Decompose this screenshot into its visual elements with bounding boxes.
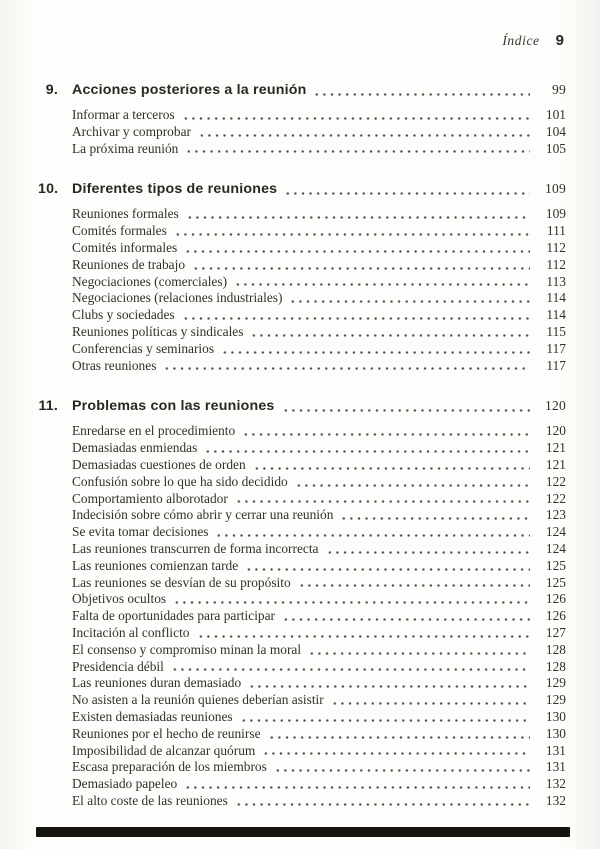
toc-entry — [72, 240, 566, 257]
dot-leader — [235, 803, 530, 806]
entry-label: Comités formales — [72, 223, 167, 239]
dot-leader — [250, 334, 530, 337]
toc-entry — [72, 257, 566, 274]
toc-entry — [72, 107, 566, 124]
dot-leader — [163, 367, 530, 370]
entry-label: Escasa preparación de los miembros — [72, 759, 267, 775]
dot-leader — [173, 601, 530, 604]
entry-page-number: 129 — [545, 675, 566, 691]
entry-label: Enredarse en el procedimiento — [72, 423, 236, 439]
dot-leader — [245, 568, 530, 571]
entry-page-number: 123 — [545, 507, 566, 523]
page-header — [38, 32, 566, 50]
entry-label: Demasiadas cuestiones de orden — [72, 456, 246, 472]
entry-label: Negociaciones (relaciones industriales) — [72, 290, 283, 306]
dot-leader — [186, 216, 530, 219]
entry-page-number: 104 — [545, 123, 566, 139]
entry-page-number: 117 — [546, 340, 566, 356]
entry-page-number: 128 — [545, 641, 566, 657]
dot-leader — [221, 351, 530, 354]
entry-page-number: 101 — [545, 107, 566, 122]
dot-leader — [253, 467, 530, 470]
dot-leader — [268, 736, 530, 739]
entry-label: Otras reuniones — [72, 357, 157, 373]
dot-leader — [184, 250, 530, 253]
entry-page-number: 112 — [546, 239, 566, 255]
toc-entry — [72, 625, 566, 642]
dot-leader — [185, 150, 530, 153]
entry-label: Existen demasiadas reuniones — [72, 708, 233, 724]
entry-label: Reuniones políticas y sindicales — [72, 323, 244, 339]
toc-entry — [72, 642, 566, 659]
toc-entry — [72, 124, 566, 141]
entry-label: Imposibilidad de alcanzar quórum — [72, 742, 256, 758]
dot-leader — [282, 409, 530, 412]
entry-label: Las reuniones transcurren de forma incorrecta — [72, 540, 319, 556]
dot-leader — [331, 702, 530, 705]
entry-page-number: 113 — [546, 273, 566, 289]
entry-page-number: 111 — [546, 223, 566, 239]
dot-leader — [182, 317, 530, 320]
entry-page-number: 122 — [545, 490, 566, 506]
toc-entry — [72, 675, 566, 692]
entry-page-number: 112 — [546, 256, 566, 272]
dot-leader — [204, 450, 530, 453]
toc-entry — [72, 507, 566, 524]
section-page-number: 109 — [545, 181, 566, 197]
entry-page-number: 121 — [545, 440, 566, 456]
entry-label: Reuniones formales — [72, 206, 179, 222]
toc-entry — [72, 307, 566, 324]
entry-label: Demasiadas enmiendas — [72, 440, 198, 456]
dot-leader — [234, 283, 530, 286]
dot-leader — [340, 517, 530, 520]
toc-entry — [72, 743, 566, 760]
dot-leader — [274, 769, 530, 772]
entry-label: Incitación al conflicto — [72, 624, 190, 640]
entry-label: Comités informales — [72, 239, 178, 255]
entry-label: Archivar y comprobar — [72, 123, 191, 139]
section-number: 11. — [38, 398, 58, 415]
dot-leader — [289, 300, 530, 303]
running-head-page-number: 9 — [555, 32, 564, 49]
entry-label: No asisten a la reunión quienes deberían asistir — [72, 692, 324, 708]
entry-page-number: 126 — [545, 608, 566, 624]
toc-entry — [72, 274, 566, 291]
scan-artifact-bar — [36, 827, 570, 837]
entry-page-number: 131 — [545, 742, 566, 758]
dot-leader — [215, 534, 530, 537]
toc-entry — [72, 524, 566, 541]
section-number: 10. — [38, 181, 59, 198]
toc-entry — [72, 290, 566, 307]
toc-section-heading — [38, 396, 566, 416]
entry-label: Reuniones de trabajo — [72, 256, 186, 272]
entry-page-number: 122 — [545, 473, 566, 489]
toc-entry — [72, 541, 566, 558]
toc-entry — [72, 558, 566, 575]
toc-entry — [72, 206, 566, 223]
entry-label: El alto coste de las reuniones — [72, 792, 228, 808]
toc-entry — [72, 324, 566, 341]
toc-section-heading — [38, 179, 566, 199]
toc-section-heading — [38, 80, 566, 100]
dot-leader — [235, 500, 530, 503]
dot-leader — [313, 93, 530, 96]
entry-label: La próxima reunión — [72, 140, 179, 156]
dot-leader — [262, 752, 530, 755]
toc-entry — [72, 423, 566, 440]
entry-page-number: 115 — [546, 323, 566, 339]
dot-leader — [284, 192, 530, 195]
entry-label: Indecisión sobre cómo abrir y cerrar una reunión — [72, 507, 334, 523]
section-page-number: 99 — [552, 82, 566, 97]
dot-leader — [308, 652, 530, 655]
entry-label: Las reuniones se desvían de su propósito — [72, 574, 291, 590]
toc-entry — [72, 491, 566, 508]
dot-leader — [171, 668, 530, 671]
running-head-title: Índice — [502, 33, 540, 48]
entry-page-number: 126 — [545, 591, 566, 607]
entry-label: Clubs y sociedades — [72, 307, 175, 323]
dot-leader — [248, 685, 530, 688]
entry-label: Las reuniones duran demasiado — [72, 675, 242, 691]
dot-leader — [298, 584, 530, 587]
toc-entry — [72, 759, 566, 776]
dot-leader — [184, 786, 530, 789]
toc-entry — [72, 141, 566, 158]
entry-label: Conferencias y seminarios — [72, 340, 215, 356]
toc-entry — [72, 575, 566, 592]
entry-page-number: 127 — [545, 624, 566, 640]
toc-entry — [72, 726, 566, 743]
entry-page-number: 109 — [545, 206, 566, 222]
entry-label: Objetivos ocultos — [72, 591, 167, 607]
dot-leader — [197, 635, 531, 638]
dot-leader — [326, 551, 531, 554]
entry-page-number: 114 — [546, 290, 566, 306]
entry-label: Negociaciones (comerciales) — [72, 273, 228, 289]
toc-entry — [72, 608, 566, 625]
entry-label: Presidencia débil — [72, 658, 164, 674]
entry-label: Las reuniones comienzan tarde — [72, 557, 239, 573]
toc-section — [38, 179, 566, 374]
dot-leader — [182, 117, 530, 120]
entry-page-number: 125 — [545, 574, 566, 590]
entry-page-number: 132 — [545, 776, 566, 792]
dot-leader — [198, 134, 530, 137]
dot-leader — [295, 484, 530, 487]
entry-page-number: 129 — [545, 692, 566, 708]
section-number: 9. — [45, 82, 58, 98]
toc-entry — [72, 341, 566, 358]
entry-page-number: 128 — [545, 658, 566, 674]
entry-label: El consenso y compromiso minan la moral — [72, 641, 302, 657]
entry-label: Informar a terceros — [72, 107, 175, 122]
entry-label: Falta de oportunidades para participar — [72, 608, 276, 624]
dot-leader — [242, 433, 530, 436]
entry-page-number: 114 — [546, 307, 566, 323]
toc-entry — [72, 776, 566, 793]
toc-entry — [72, 709, 566, 726]
section-title: Problemas con las reuniones — [72, 398, 275, 415]
entry-label: Confusión sobre lo que ha sido decidido — [72, 473, 288, 489]
toc-section — [38, 80, 566, 157]
toc-entry — [72, 440, 566, 457]
entry-page-number: 124 — [545, 540, 566, 556]
entry-page-number: 130 — [545, 708, 566, 724]
entry-label: Demasiado papeleo — [72, 776, 178, 792]
toc-entry — [72, 692, 566, 709]
toc-entry — [72, 793, 566, 810]
dot-leader — [240, 719, 530, 722]
toc-entry — [72, 474, 566, 491]
entry-page-number: 105 — [545, 140, 566, 156]
entry-page-number: 121 — [545, 456, 566, 472]
dot-leader — [174, 233, 530, 236]
entry-page-number: 117 — [546, 357, 566, 373]
toc-entry — [72, 591, 566, 608]
toc-entry — [72, 659, 566, 676]
entry-page-number: 131 — [545, 759, 566, 775]
section-title: Diferentes tipos de reuniones — [72, 181, 278, 198]
entry-label: Se evita tomar decisiones — [72, 524, 209, 540]
dot-leader — [282, 618, 530, 621]
dot-leader — [192, 267, 530, 270]
toc-entry — [72, 457, 566, 474]
entry-page-number: 124 — [545, 524, 566, 540]
toc-entry — [72, 223, 566, 240]
entry-page-number: 130 — [545, 725, 566, 741]
section-page-number: 120 — [545, 398, 566, 414]
section-title: Acciones posteriores a la reunión — [72, 82, 307, 98]
toc-entry — [72, 358, 566, 375]
table-of-contents — [38, 80, 566, 810]
entry-page-number: 120 — [545, 423, 566, 439]
entry-label: Comportamiento alborotador — [72, 490, 228, 506]
entry-label: Reuniones por el hecho de reunirse — [72, 725, 261, 741]
entry-page-number: 132 — [545, 792, 566, 808]
toc-section — [38, 396, 566, 809]
entry-page-number: 125 — [545, 557, 566, 573]
